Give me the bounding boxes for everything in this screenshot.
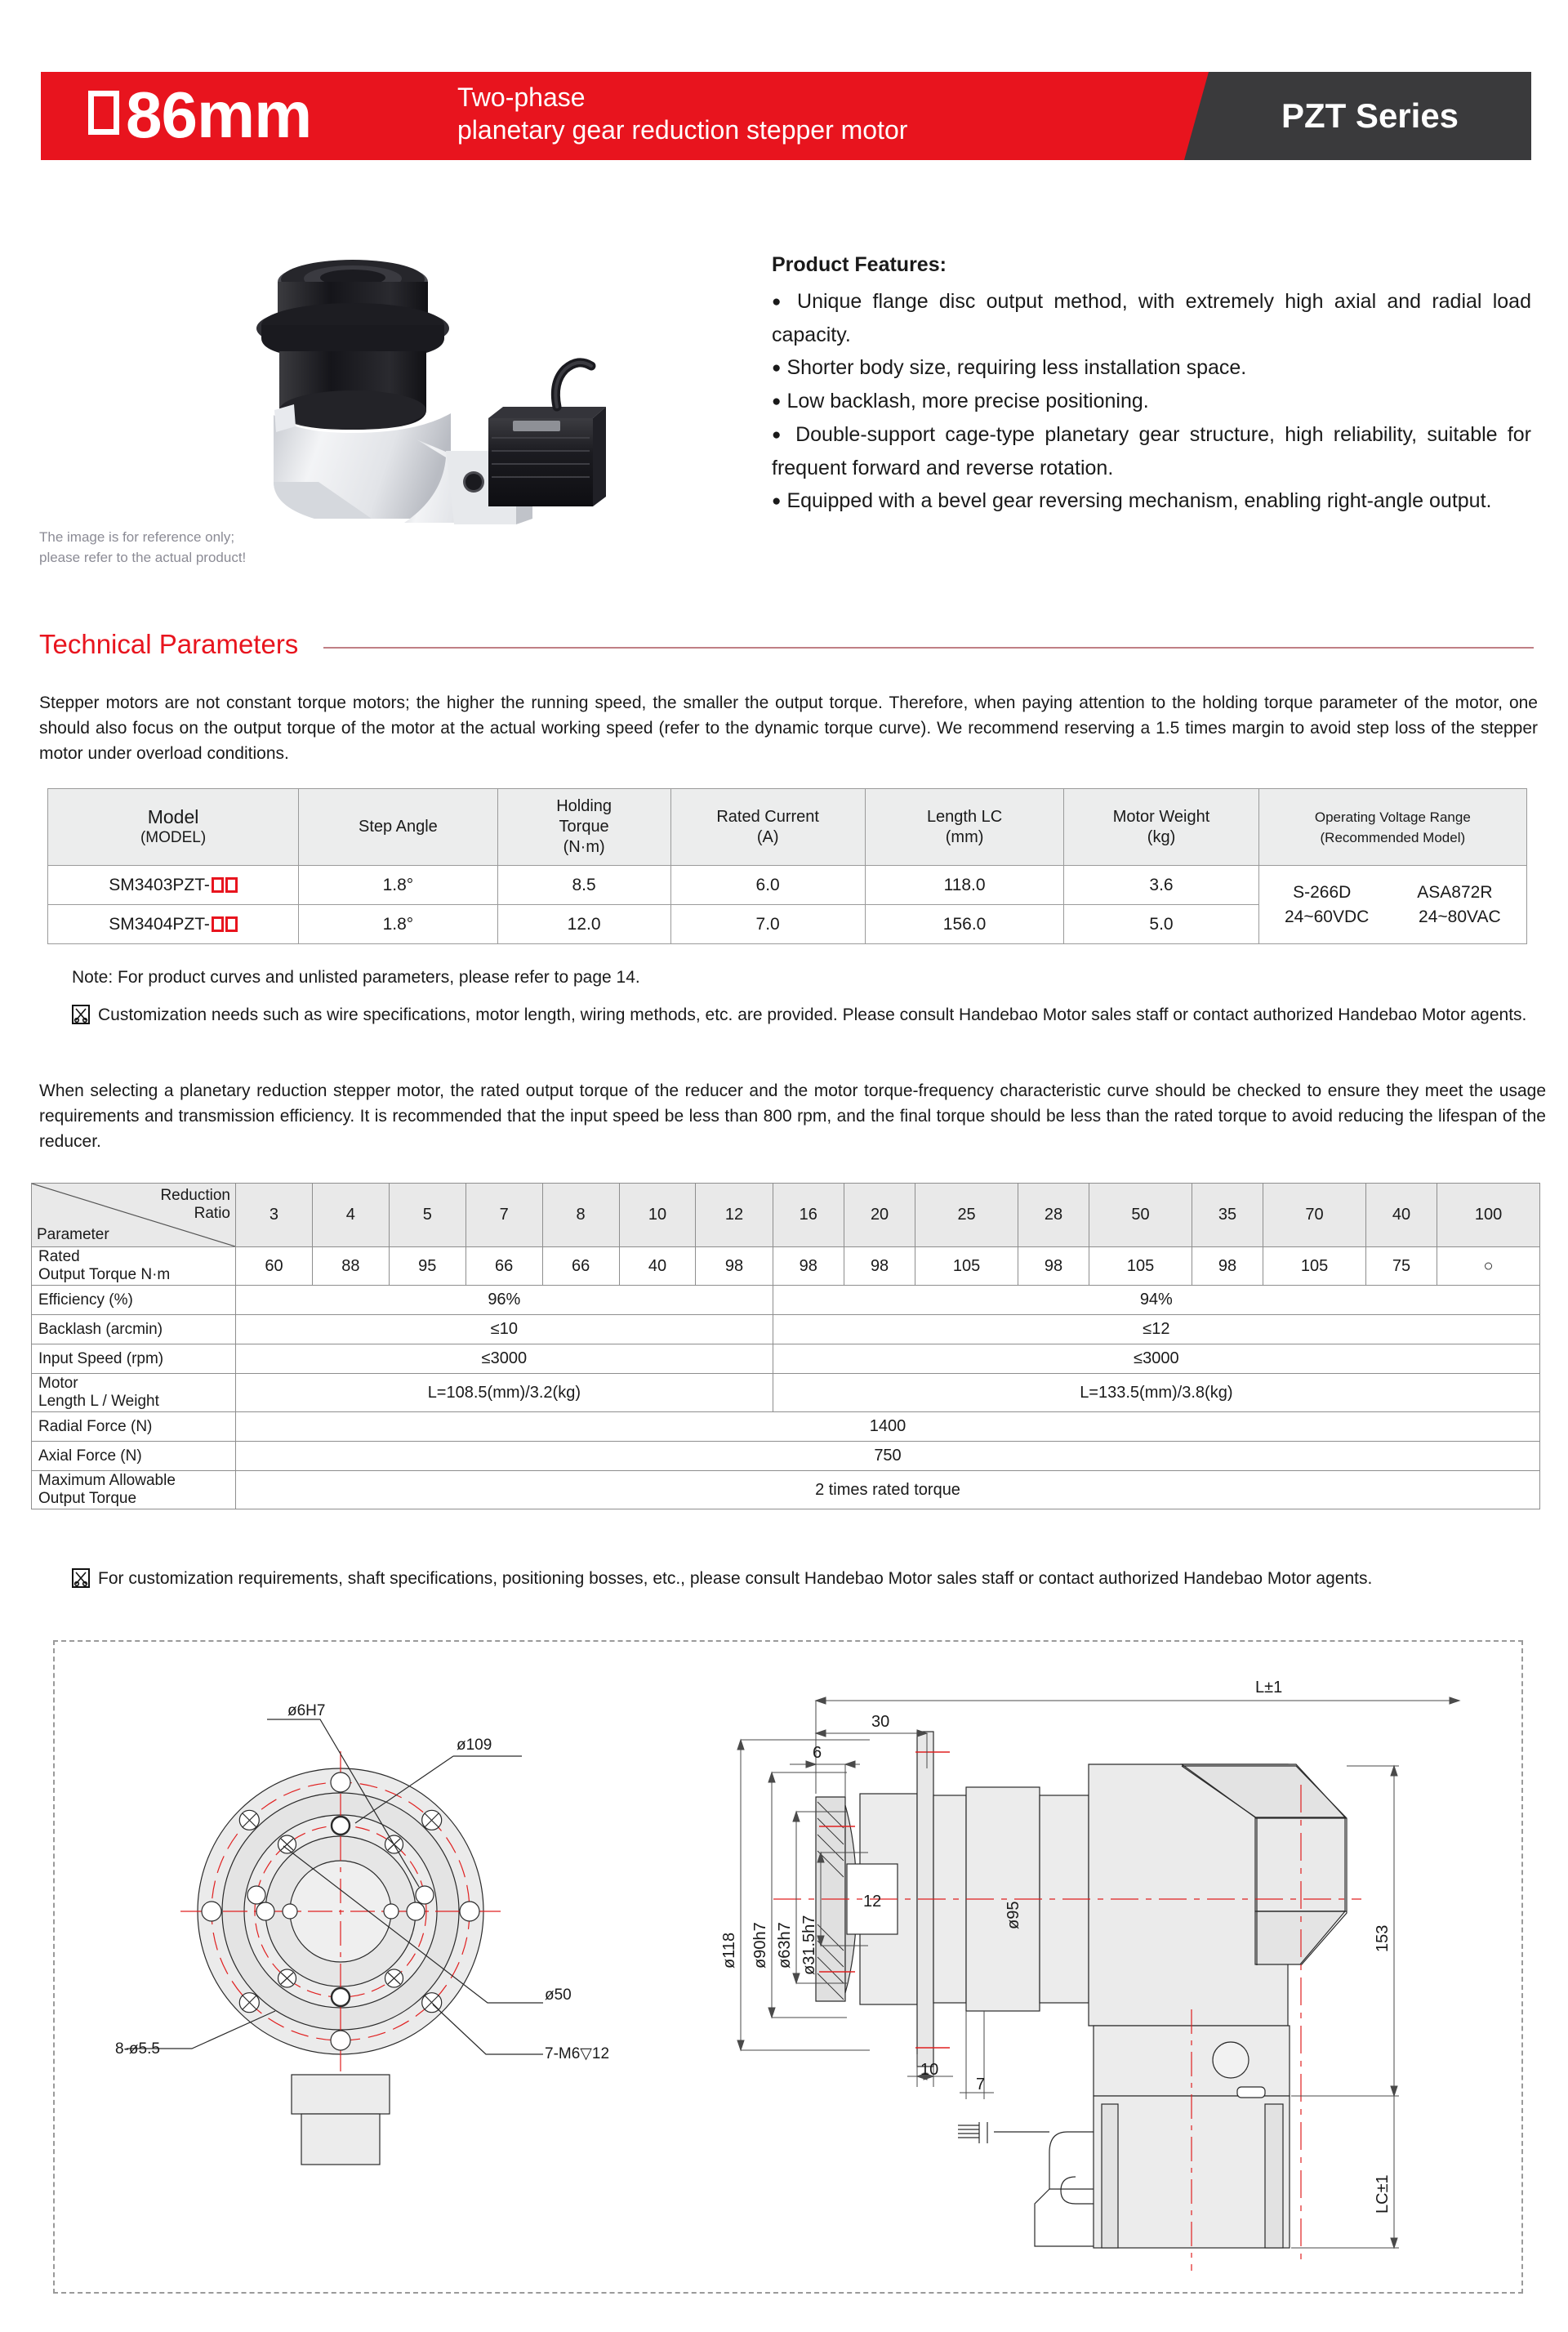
ratio-col-8: 20: [844, 1184, 915, 1247]
max-torque-value: 2 times rated torque: [236, 1471, 1540, 1509]
dim-inner-text: ø50: [545, 1986, 572, 2004]
ratio-col-1: 4: [312, 1184, 389, 1247]
section-divider: [323, 647, 1534, 649]
voltage-range-dc: 24~60VDC: [1285, 907, 1370, 926]
motor-length-left: L=108.5(mm)/3.2(kg): [236, 1374, 773, 1412]
frame-size-label: 86mm: [126, 78, 312, 151]
cell-step-angle: 1.8°: [299, 905, 498, 944]
col-header-model-line1: Model: [147, 805, 199, 827]
ratio-table-corner: [32, 1184, 236, 1247]
feature-text: Double-support cage-type planetary gear structure, high reliability, suitable for frequent forward and reverse rotation.: [772, 423, 1532, 479]
table-row-input-speed: [32, 1344, 1540, 1374]
section-title-text: Technical Parameters: [39, 629, 299, 659]
col-header-step-angle: Step Angle: [299, 789, 498, 866]
dim-through-holes-text: 8-ø5.5: [115, 2040, 160, 2058]
dim-lc-text: LC±1: [1374, 2174, 1392, 2214]
table-row: [48, 866, 1527, 905]
ratio-col-9: 25: [915, 1184, 1018, 1247]
ratio-col-6: 12: [696, 1184, 773, 1247]
cell-voltage-range: [1258, 866, 1526, 944]
cell-step-angle: 1.8°: [299, 866, 498, 905]
cell-rated-current: 7.0: [670, 905, 865, 944]
col-header-model: [48, 789, 299, 866]
red-square-icon: [212, 877, 224, 893]
col-header-weight: Motor Weight (kg): [1064, 789, 1258, 866]
ratio-col-13: 70: [1263, 1184, 1366, 1247]
red-square-icon: [212, 916, 224, 932]
specification-table: [47, 788, 1527, 944]
row-label-max-torque: Maximum Allowable Output Torque: [32, 1471, 236, 1509]
voltage-range-ac: 24~80VAC: [1419, 907, 1501, 926]
dim-dia90h7-text: ø90h7: [751, 1922, 769, 1969]
dim-12-text: 12: [863, 1893, 882, 1911]
feature-text: Unique flange disc output method, with extremely high axial and radial load capacity.: [772, 290, 1531, 346]
dim-153-text: 153: [1374, 1924, 1392, 1952]
row-label-radial-force: Radial Force (N): [32, 1412, 236, 1442]
torque-val-10: 98: [1018, 1247, 1089, 1286]
bullet-icon: ●: [772, 359, 782, 377]
red-square-icon: [225, 877, 238, 893]
features-title: Product Features:: [772, 253, 947, 276]
feature-item: [772, 351, 1531, 385]
ratio-col-2: 5: [389, 1184, 466, 1247]
cell-length: 118.0: [865, 866, 1064, 905]
dim-dia95-text: ø95: [1004, 1901, 1022, 1929]
motor-photo-illustration: [229, 237, 612, 547]
feature-text: Shorter body size, requiring less installation space.: [786, 356, 1247, 379]
feature-item: [772, 285, 1531, 351]
efficiency-left: 96%: [236, 1286, 773, 1315]
reduction-ratio-table: [31, 1183, 1540, 1509]
dim-dia315h7-text: ø31.5h7: [800, 1915, 818, 1975]
ratio-col-4: 8: [542, 1184, 619, 1247]
efficiency-right: 94%: [773, 1286, 1539, 1315]
header-banner: [41, 72, 1531, 160]
dim-7-text: 7: [976, 2076, 986, 2093]
torque-val-6: 98: [696, 1247, 773, 1286]
cell-model: SM3403PZT-: [48, 866, 299, 905]
feature-item: [772, 484, 1531, 518]
ratio-col-0: 3: [236, 1184, 313, 1247]
table-row-motor-length: [32, 1374, 1540, 1412]
bullet-icon: ●: [772, 426, 786, 444]
bullet-icon: ●: [772, 393, 782, 410]
table-row-rated-torque: [32, 1247, 1540, 1286]
ratio-col-12: 35: [1192, 1184, 1263, 1247]
dim-6-text: 6: [813, 1744, 822, 1762]
table-row-axial-force: [32, 1442, 1540, 1471]
ratio-col-5: 10: [619, 1184, 696, 1247]
row-label-input-speed: Input Speed (rpm): [32, 1344, 236, 1374]
note-page-reference: Note: For product curves and unlisted parameters, please refer to page 14.: [72, 968, 640, 987]
dim-total-length-text: L±1: [1255, 1679, 1283, 1697]
intro-paragraph: Stepper motors are not constant torque motors; the higher the running speed, the smaller the output torque. Therefore, when paying attention to the holding torque parameter of the motor, one should also focus on the output torque of the motor at the actual working speed (refer to the dynamic torque curve). We recommend reserving a 1.5 times margin to avoid step loss of the stepper motor under overload conditions.: [39, 693, 1538, 763]
dim-tapped-holes-text: 7-M6▽12: [545, 2045, 610, 2062]
cell-holding-torque: 12.0: [497, 905, 670, 944]
technical-parameters-heading: [39, 629, 1534, 662]
dim-outer-text: ø109: [457, 1737, 492, 1754]
photo-disclaimer: [39, 527, 246, 568]
voltage-model-dc: S-266D: [1293, 882, 1352, 902]
note-customization: [72, 1003, 1534, 1027]
technical-drawing: [55, 1642, 1525, 2295]
table-row-backlash: [32, 1315, 1540, 1344]
scissors-icon: [72, 1005, 90, 1031]
feature-item: [772, 385, 1531, 418]
dim-10-text: 10: [920, 2061, 939, 2079]
scissors-icon: [72, 1568, 90, 1594]
torque-val-11: 105: [1089, 1247, 1192, 1286]
header-subtitle-line2: planetary gear reduction stepper motor: [457, 115, 908, 145]
cell-length: 156.0: [865, 905, 1064, 944]
product-photo: [229, 237, 612, 547]
feature-text: Low backlash, more precise positioning.: [786, 390, 1149, 412]
dim-30-text: 30: [871, 1713, 890, 1731]
ratio-col-7: 16: [773, 1184, 844, 1247]
dim-dia118-text: ø118: [720, 1932, 738, 1969]
ratio-col-15: 100: [1437, 1184, 1540, 1247]
row-label-motor-length: Motor Length L / Weight: [32, 1374, 236, 1412]
cell-weight: 5.0: [1064, 905, 1258, 944]
row-label-efficiency: Efficiency (%): [32, 1286, 236, 1315]
ratio-col-10: 28: [1018, 1184, 1089, 1247]
photo-disclaimer-line2: please refer to the actual product!: [39, 550, 247, 565]
cell-holding-torque: 8.5: [497, 866, 670, 905]
corner-label-ratio: Reduction Ratio: [160, 1187, 230, 1222]
row-label-axial-force: Axial Force (N): [32, 1442, 236, 1471]
note-customization-2-text: For customization requirements, shaft specifications, positioning bosses, etc., please consult Handebao Motor sales staff or contact authorized Handebao Motor agents.: [98, 1569, 1373, 1588]
motor-length-right: L=133.5(mm)/3.8(kg): [773, 1374, 1539, 1412]
side-view: [737, 1697, 1459, 2271]
col-header-length: Length LC (mm): [865, 789, 1064, 866]
torque-val-12: 98: [1192, 1247, 1263, 1286]
input-speed-left: ≤3000: [236, 1344, 773, 1374]
front-view: [127, 1719, 543, 2165]
row-label-backlash: Backlash (arcmin): [32, 1315, 236, 1344]
cell-model: SM3404PZT-: [48, 905, 299, 944]
cell-rated-current: 6.0: [670, 866, 865, 905]
torque-val-4: 66: [542, 1247, 619, 1286]
feature-text: Equipped with a bevel gear reversing mechanism, enabling right-angle output.: [786, 489, 1492, 512]
torque-val-1: 88: [312, 1247, 389, 1286]
row-label-rated-torque: Rated Output Torque N·m: [32, 1247, 236, 1286]
series-label: PZT Series: [1281, 96, 1459, 135]
torque-val-5: 40: [619, 1247, 696, 1286]
axial-force-value: 750: [236, 1442, 1540, 1471]
bullet-icon: ●: [772, 493, 782, 510]
torque-val-14: 75: [1365, 1247, 1437, 1286]
torque-val-0: 60: [236, 1247, 313, 1286]
note-customization-2: [72, 1567, 1542, 1590]
torque-val-7: 98: [773, 1247, 844, 1286]
backlash-left: ≤10: [236, 1315, 773, 1344]
table-row-efficiency: [32, 1286, 1540, 1315]
torque-val-13: 105: [1263, 1247, 1366, 1286]
ratio-col-3: 7: [466, 1184, 542, 1247]
torque-val-3: 66: [466, 1247, 542, 1286]
dim-dia63h7-text: ø63h7: [776, 1922, 794, 1969]
note-customization-text: Customization needs such as wire specifications, motor length, wiring methods, etc. are provided. Please consult Handebao Motor sales staff or contact authorized Handebao Motor agents.: [98, 1005, 1527, 1024]
ratio-col-11: 50: [1089, 1184, 1192, 1247]
feature-item: [772, 418, 1531, 484]
bullet-icon: ●: [772, 293, 786, 310]
col-header-voltage: Operating Voltage Range (Recommended Model): [1258, 789, 1526, 866]
torque-val-2: 95: [389, 1247, 466, 1286]
header-subtitle-line1: Two-phase: [457, 82, 586, 112]
table-header-row: [48, 789, 1527, 866]
product-features: [772, 253, 1531, 518]
dim-bore-text: ø6H7: [287, 1702, 326, 1719]
table-row-max-torque: [32, 1471, 1540, 1509]
backlash-right: ≤12: [773, 1315, 1539, 1344]
col-header-rated-current: Rated Current (A): [670, 789, 865, 866]
voltage-model-ac: ASA872R: [1417, 882, 1493, 902]
red-square-icon: [225, 916, 238, 932]
selection-paragraph: When selecting a planetary reduction stepper motor, the rated output torque of the reducer and the motor torque-frequency characteristic curve should be checked to ensure they meet the usage requirements and transmission efficiency. It is recommended that the input speed be less than 800 rpm, and the final torque should be less than the rated torque to avoid reducing the lifespan of the reducer.: [39, 1081, 1546, 1151]
radial-force-value: 1400: [236, 1412, 1540, 1442]
col-header-holding-torque: Holding Torque (N·m): [497, 789, 670, 866]
photo-disclaimer-line1: The image is for reference only;: [39, 529, 235, 545]
cell-weight: 3.6: [1064, 866, 1258, 905]
torque-val-8: 98: [844, 1247, 915, 1286]
torque-val-15: ○: [1437, 1247, 1540, 1286]
input-speed-right: ≤3000: [773, 1344, 1539, 1374]
col-header-model-line2: (MODEL): [140, 828, 207, 846]
table-row-radial-force: [32, 1412, 1540, 1442]
torque-val-9: 105: [915, 1247, 1018, 1286]
corner-label-parameter: Parameter: [37, 1226, 109, 1243]
dimension-drawing-area: [53, 1640, 1523, 2294]
square-symbol-icon: [88, 91, 119, 135]
ratio-col-14: 40: [1365, 1184, 1437, 1247]
